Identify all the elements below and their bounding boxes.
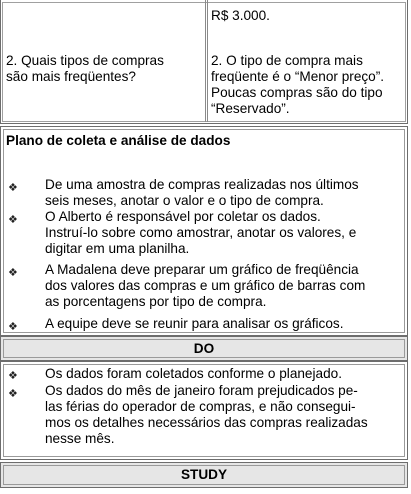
plan-item-3-line-1: A Madalena deve preparar um gráfico de freqüência [45,262,359,277]
do-item-2-line-2: las férias do operador de compras, e não consegui- [45,399,356,414]
question-line-2: são mais freqüentes? [6,69,136,84]
study-heading: STUDY [180,467,228,482]
do-item-2-line-1: Os dados do mês de janeiro foram prejudicados pe- [45,383,358,398]
revenue-value: R$ 3.000. [211,8,270,23]
diamond-bullet-icon: ❖ [8,182,18,194]
plan-item-1-line-2: seis meses, anotar o valor e o tipo de compra. [45,193,324,208]
answer-line-1: 2. O tipo de compra mais [211,53,363,68]
plan-item-2-line-1: O Alberto é responsável por coletar os dados. [45,209,321,224]
diamond-bullet-icon: ❖ [8,214,18,226]
question-cell [3,0,206,122]
do-item-2-line-3: mos os detalhes necessários das compras realizadas [45,415,368,430]
plan-item-4 [45,316,401,332]
do-item-2-line-4: nesse mês. [45,431,115,446]
diamond-bullet-icon: ❖ [8,267,18,279]
question-line-1: 2. Quais tipos de compras [6,53,164,68]
do-heading: DO [193,341,215,356]
plan-item-1-line-1: De uma amostra de compras realizadas nos últimos [45,177,359,192]
plan-item-2 [45,209,401,257]
diamond-bullet-icon: ❖ [8,388,18,400]
answer-cell [207,0,407,122]
plan-item-3-line-3: as porcentagens por tipo de compra. [45,294,267,309]
plan-item-1 [45,177,401,209]
study-section-header [0,462,408,488]
plan-section [0,126,408,336]
do-item-1-line-1: Os dados foram coletados conforme o planejado. [45,366,342,381]
answer-line-2: freqüente é o “Menor preço”. [211,69,385,84]
do-section-header [0,336,408,361]
plan-section-heading: Plano de coleta e análise de dados [6,133,231,148]
plan-item-2-line-2: Instruí-lo sobre como amostrar, anotar os valores, e [45,225,357,240]
do-item-1 [45,366,401,382]
plan-item-3 [45,262,401,310]
do-item-2 [45,383,401,447]
top-table-row [0,0,408,124]
diamond-bullet-icon: ❖ [8,321,18,333]
plan-item-4-line-1: A equipe deve se reunir para analisar os gráficos. [45,316,344,331]
answer-line-3: Poucas compras são do tipo [211,85,383,100]
diamond-bullet-icon: ❖ [8,370,18,382]
plan-item-3-line-2: dos valores das compras e um gráfico de barras com [45,278,366,293]
plan-item-2-line-3: digitar em uma planilha. [45,241,190,256]
answer-line-4: “Reservado”. [211,101,290,116]
do-section [0,361,408,460]
